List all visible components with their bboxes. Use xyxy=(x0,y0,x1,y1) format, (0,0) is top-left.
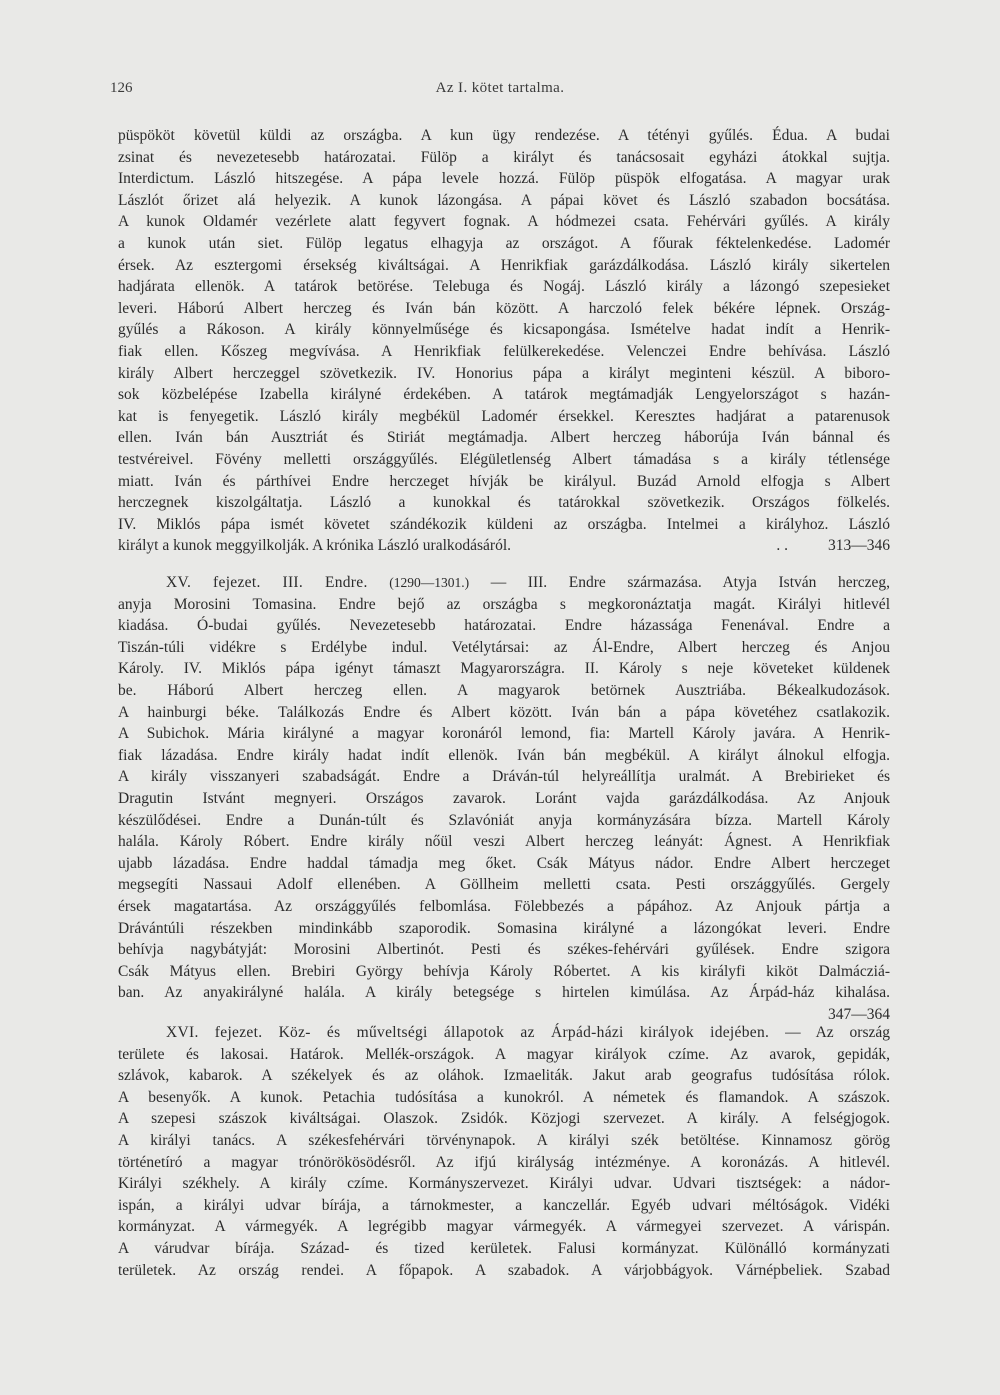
chapter-heading-line xyxy=(118,1022,890,1044)
text-line: halála. Károly Róbert. Endre király nőül veszi Albert herczeg leányát: Ágnest. A Henrikfiak xyxy=(118,833,890,851)
dot-leader: . . xyxy=(776,537,788,555)
text-line: A besenyők. A kunok. Petachia tudósítása a kunokról. A németek és flamandok. A szászok. xyxy=(118,1088,890,1106)
text-line: gyűlés a Rákoson. A király könnyelműsége és kicsapongása. Ismételve hadat indít a Henrik- xyxy=(118,321,890,339)
text-line: ispán, a királyi udvar bírája, a tárnokmester, a kanczellár. Egyéb udvari méltóságok. Vidéki xyxy=(118,1196,890,1214)
text-line: készülődései. Endre a Dunán-túlt és Szlavóniát anyja kormányzására bízza. Martell Károly xyxy=(118,811,890,829)
text-line: A Subichok. Mária királyné a magyar koronáról lemond, fia: Martell Károly javára. A Henrik- xyxy=(118,725,890,743)
page-range: 347—364 xyxy=(828,1005,890,1023)
text-line: IV. Miklós pápa ismét követet szándékozik küldeni az országba. Intelmei a királyhoz. László xyxy=(118,515,890,533)
chapter-years: (1290—1301.) xyxy=(389,575,470,590)
text-line: A várudvar bírája. Század- és tized kerületek. Falusi kormányzat. Különálló kormányzati xyxy=(118,1239,890,1257)
text-line: Lászlót őrizet alá helyezik. A kunok lázongása. A pápai követ és László szabadon bocsátása. xyxy=(118,191,890,209)
text-line: A király visszanyeri szabadságát. Endre a Dráván-túl helyreállítja uralmát. A Brebirieket és xyxy=(118,768,890,786)
heading-dash: — xyxy=(490,574,507,591)
text-line: érsek. Az esztergomi érsekség kiváltságai. A Henrikfiak garázdálkodása. László király sikertelen xyxy=(118,256,890,274)
text-line: kormányzat. A vármegyék. A legrégibb magyar vármegyék. A vármegyei szervezet. A várispán. xyxy=(118,1218,890,1236)
chapter-xv-summary xyxy=(118,572,890,1025)
text-line: A hainburgi béke. Találkozás Endre és Albert között. Iván bán a pápa követéhez csatlakozik. xyxy=(118,703,890,721)
last-line-text: királyt a kunok meggyilkolják. A krónika László uralkodásáról. xyxy=(118,537,512,555)
heading-continuation: III. Endre származása. Atyja István herczeg, xyxy=(527,574,890,591)
heading-continuation: — Az ország xyxy=(785,1024,890,1041)
summary-lines xyxy=(118,125,890,535)
text-line: A szepesi szászok kiváltságai. Olaszok. Zsidók. Közjogi szervezet. A király. A felségjogok. xyxy=(118,1110,890,1128)
text-line: anyja Morosini Tomasina. Endre bejő az országba s megkoronáztatja magát. Királyi hitlevél xyxy=(118,595,890,613)
text-line: kat is fenyegetik. László király megbékül Ladomér érsekkel. Keresztes hadjárat a patarenusok xyxy=(118,407,890,425)
chapter-heading-line xyxy=(118,572,890,594)
text-line: miatt. Iván és párthívei Endre herczeget hívják be királyul. Buzád Arnold elfogja s Albert xyxy=(118,472,890,490)
chapter-xiv-summary xyxy=(118,125,890,557)
text-line: hadjárata ellenök. A tatárok betörése. Telebuga és Nogáj. László király a lázongó szepesieket xyxy=(118,278,890,296)
text-line: szlávok, kabarok. A székelyek és az oláhok. Izmaeliták. Jakut arab geografus tudósítása rólok. xyxy=(118,1067,890,1085)
text-line: Interdictum. László hitszegése. A pápa levele hozzá. Fülöp püspök elfogatása. A magyar urak xyxy=(118,170,890,188)
text-line: történetíró a magyar trónörökösödésről. Az ifjú királyság intézménye. A koronázás. A hitlevél. xyxy=(118,1153,890,1171)
running-title: Az I. kötet tartalma. xyxy=(435,80,565,96)
text-line: fiak lázadása. Endre király hadat indít ellenök. Iván bán megbékül. A királyt álnokul elfogja. xyxy=(118,746,890,764)
text-line: területe és lakosai. Határok. Mellék-országok. A magyar királyok czíme. Az avarok, gepidák, xyxy=(118,1045,890,1063)
text-line: ellen. Iván bán Ausztriát és Stiriát megtámadja. Albert herczeg háborúja Iván bánnal és xyxy=(118,429,890,447)
text-line: érsek magatartása. Az országgyűlés felbomlása. Fölebbezés a pápához. Az Anjouk pártja a xyxy=(118,897,890,915)
text-line: Károly. IV. Miklós pápa igényt támaszt Magyarországra. II. Károly s neje követeket küldenek xyxy=(118,660,890,678)
text-line: be. Háború Albert herczeg ellen. A magyarok betörnek Ausztriába. Békealkudozások. xyxy=(118,681,890,699)
text-line: testvéreivel. Fövény melletti országgyűlés. Elégületlenség Albert támadása s a király tétlensége xyxy=(118,450,890,468)
text-line: Királyi székhely. A király czíme. Kormányszervezet. Királyi udvar. Udvari tisztségek: a nádor- xyxy=(118,1175,890,1193)
text-line: megsegíti Nassaui Adolf ellenében. A Göllheim melletti csata. Pesti országgyűlés. Gergely xyxy=(118,876,890,894)
text-line: kiadása. Ó-budai gyűlés. Nevezetesebb határozatai. Endre házassága Fenenával. Endre a xyxy=(118,617,890,635)
text-line: király Albert herczeggel szövetkezik. IV. Honorius pápa a királyt meginteni készül. A biboro- xyxy=(118,364,890,382)
page-range-value: 313—346 xyxy=(828,537,890,555)
text-line: püspököt követül küldi az országba. A kun ügy rendezése. A tétényi gyűlés. Édua. A budai xyxy=(118,127,890,144)
summary-last-line xyxy=(118,535,890,557)
text-line: sok közbelépése Izabella királyné érdekében. A tatárok megtámadják Lengyelországot s hazán- xyxy=(118,386,890,404)
text-line: ujabb lázadása. Endre haddal támadja meg őket. Csák Mátyus nádor. Endre Albert herczeget xyxy=(118,854,890,872)
summary-lines xyxy=(118,594,890,1004)
text-line: zsinat és nevezetesebb határozatai. Fülöp a királyt és tanácsosait egyházi átokkal sujtja. xyxy=(118,148,890,166)
text-line: herczegnek kiszolgáltatja. László a kunokkal és tatárokkal szövetkezik. Országos fölkelés. xyxy=(118,494,890,512)
chapter-xvi-summary xyxy=(118,1022,890,1281)
summary-lines xyxy=(118,1044,890,1282)
text-line: A kunok Oldamér vezérlete alatt fegyvert fognak. A hódmezei csata. Fehérvári gyűlés. A király xyxy=(118,213,890,231)
page-header xyxy=(110,80,890,102)
text-line: fiak ellen. Kőszeg megvívása. A Henrikfiak felülkerekedése. Velenczei Endre behívása. László xyxy=(118,342,890,360)
text-line: Csák Mátyus ellen. Brebiri György behívja Károly Róbertet. A kis királyfi kiköt Dalmácziá- xyxy=(118,962,890,980)
chapter-heading: XVI. fejezet. Köz- és műveltségi állapotok az Árpád-házi királyok idejében. xyxy=(166,1024,770,1041)
text-line: a kunok után siet. Fülöp legatus elhagyja az országot. A főurak féktelenkedése. Ladomér xyxy=(118,234,890,252)
text-line: területek. Az ország rendei. A főpapok. A szabadok. A várjobbágyok. Várnépbeliek. Szabad xyxy=(118,1261,890,1279)
text-line: Tiszán-túli vidékre s Erdélybe indul. Vetélytársai: az Ál-Endre, Albert herczeg és Anjou xyxy=(118,638,890,656)
page-range xyxy=(776,535,890,557)
page-number: 126 xyxy=(110,80,133,96)
text-line: ban. Az anyakirályné halála. A király betegsége s hirtelen kimúlása. Az Árpád-ház kihalása. xyxy=(118,984,890,1002)
text-line: A királyi tanács. A székesfehérvári törvénynapok. A királyi szék betöltése. Kinnamosz görög xyxy=(118,1131,890,1149)
text-line: Drávántúli részekben mindinkább szaporodik. Somasina királyné a lázongókat leveri. Endre xyxy=(118,919,890,937)
chapter-heading: XV. fejezet. III. Endre. xyxy=(166,574,368,591)
text-line: Dragutin Istvánt megnyeri. Országos zavarok. Loránt vajda garázdálkodása. Az Anjouk xyxy=(118,789,890,807)
text-line: behívja nagybátyját: Morosini Albertinót. Pesti és székes-fehérvári gyűlések. Endre szigora xyxy=(118,941,890,959)
text-line: leveri. Háború Albert herczeg és Iván bán között. A harczoló felek békére lépnek. Ország- xyxy=(118,299,890,317)
